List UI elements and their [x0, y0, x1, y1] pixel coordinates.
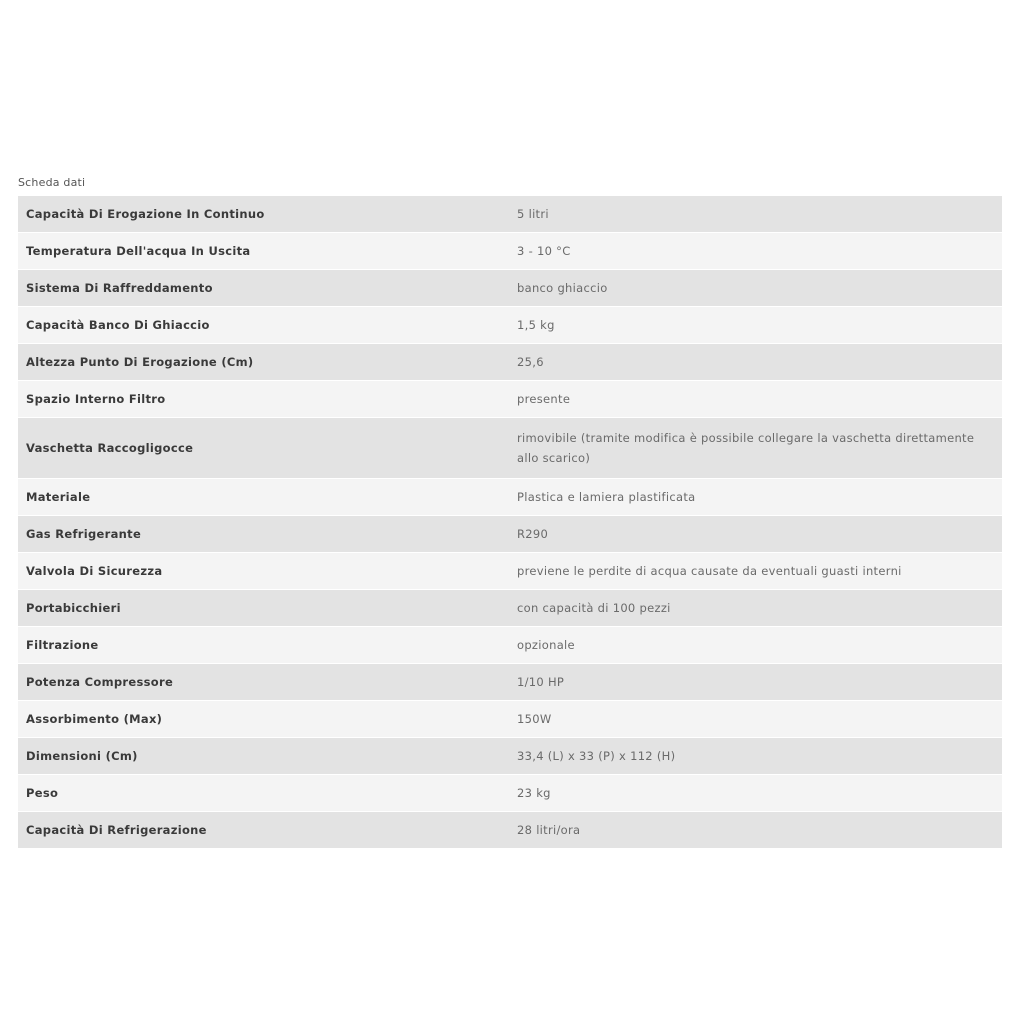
section-title: Scheda dati [18, 176, 86, 189]
table-row [18, 233, 1002, 270]
spec-value: opzionale [509, 627, 1002, 664]
spec-label: Vaschetta Raccogligocce [18, 418, 509, 479]
spec-value: 5 litri [509, 196, 1002, 233]
spec-label: Peso [18, 775, 509, 812]
spec-value: banco ghiaccio [509, 270, 1002, 307]
table-row [18, 307, 1002, 344]
table-row [18, 479, 1002, 516]
spec-value: 1,5 kg [509, 307, 1002, 344]
spec-value: 25,6 [509, 344, 1002, 381]
table-row [18, 812, 1002, 849]
spec-value: 33,4 (L) x 33 (P) x 112 (H) [509, 738, 1002, 775]
datasheet-table [18, 196, 1002, 849]
spec-value: 23 kg [509, 775, 1002, 812]
table-row [18, 418, 1002, 479]
spec-label: Altezza Punto Di Erogazione (Cm) [18, 344, 509, 381]
spec-label: Capacità Banco Di Ghiaccio [18, 307, 509, 344]
table-row [18, 590, 1002, 627]
table-row [18, 344, 1002, 381]
table-row [18, 701, 1002, 738]
table-row [18, 270, 1002, 307]
spec-label: Gas Refrigerante [18, 516, 509, 553]
table-row [18, 627, 1002, 664]
table-row [18, 775, 1002, 812]
spec-label: Sistema Di Raffreddamento [18, 270, 509, 307]
spec-value: 150W [509, 701, 1002, 738]
table-row [18, 516, 1002, 553]
table-row [18, 738, 1002, 775]
spec-label: Temperatura Dell'acqua In Uscita [18, 233, 509, 270]
spec-label: Filtrazione [18, 627, 509, 664]
spec-value: previene le perdite di acqua causate da eventuali guasti interni [509, 553, 1002, 590]
spec-label: Potenza Compressore [18, 664, 509, 701]
spec-value: 28 litri/ora [509, 812, 1002, 849]
spec-value: presente [509, 381, 1002, 418]
spec-label: Assorbimento (Max) [18, 701, 509, 738]
table-row [18, 381, 1002, 418]
spec-label: Materiale [18, 479, 509, 516]
spec-label: Capacità Di Refrigerazione [18, 812, 509, 849]
spec-value: rimovibile (tramite modifica è possibile collegare la vaschetta direttamente allo scarico) [509, 418, 1002, 479]
spec-label: Spazio Interno Filtro [18, 381, 509, 418]
spec-label: Portabicchieri [18, 590, 509, 627]
spec-value: R290 [509, 516, 1002, 553]
spec-label: Capacità Di Erogazione In Continuo [18, 196, 509, 233]
spec-value: con capacità di 100 pezzi [509, 590, 1002, 627]
table-row [18, 664, 1002, 701]
spec-value: 3 - 10 °C [509, 233, 1002, 270]
spec-label: Dimensioni (Cm) [18, 738, 509, 775]
table-row [18, 196, 1002, 233]
datasheet-section [18, 176, 1002, 849]
spec-value: Plastica e lamiera plastificata [509, 479, 1002, 516]
spec-value: 1/10 HP [509, 664, 1002, 701]
spec-label: Valvola Di Sicurezza [18, 553, 509, 590]
table-row [18, 553, 1002, 590]
